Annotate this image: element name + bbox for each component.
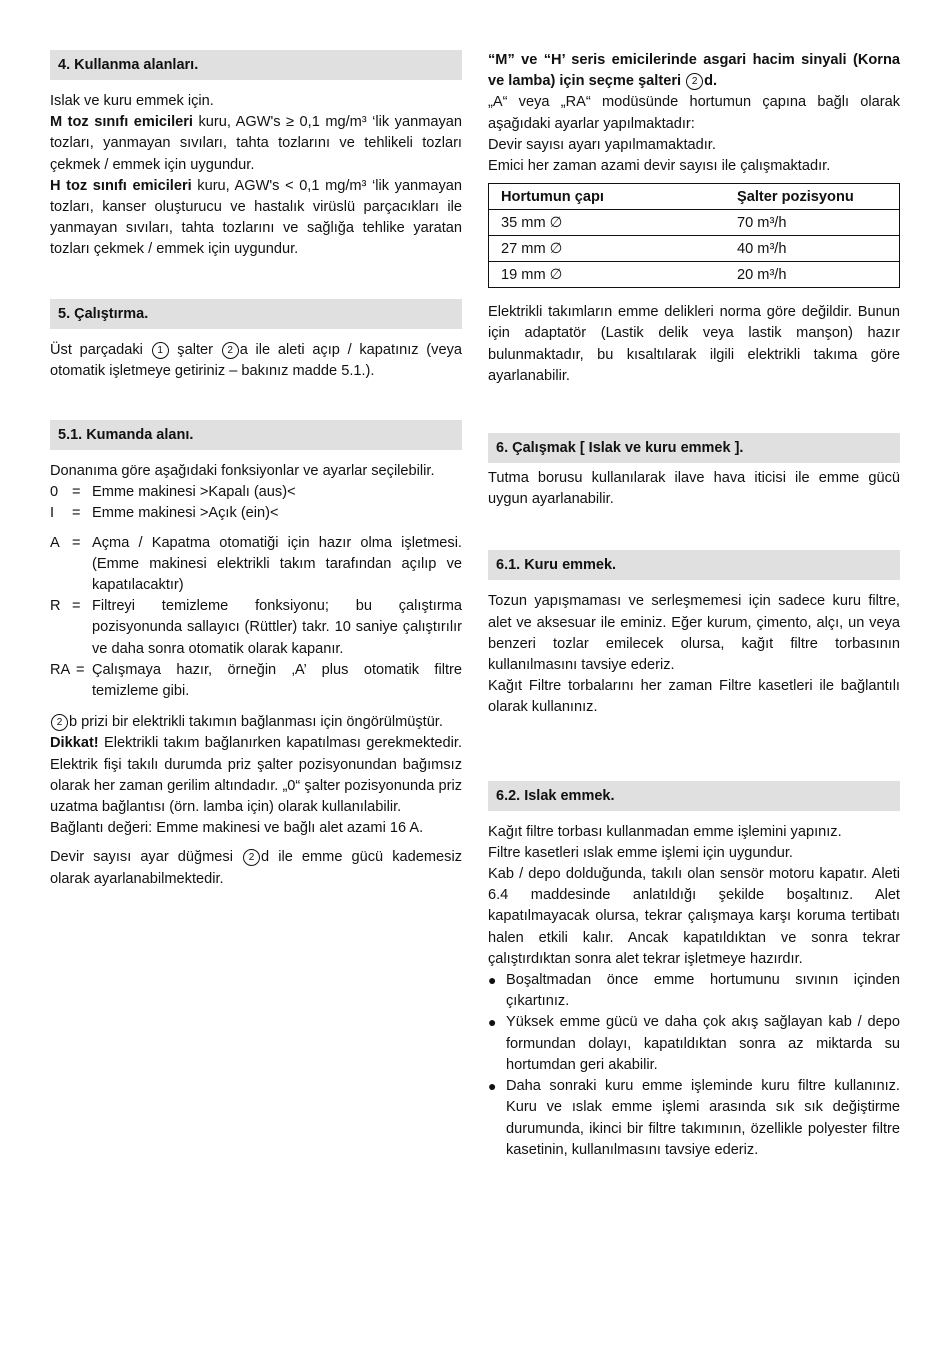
s5-text-a: Üst parçadaki xyxy=(50,341,151,358)
s5-text-b: şalter xyxy=(169,341,221,358)
s5-text xyxy=(50,340,462,382)
section-6-2-heading: 6.2. Islak emmek. xyxy=(488,781,900,811)
table-cell-diameter: 27 mm ∅ xyxy=(489,236,726,262)
warning-body: Elektrikli takım bağlanırken kapatılması gerekmektedir. Elektrik fişi takılı durumda priz şalter pozisyonundan bağımsız olarak her zaman gerilim altındadır. „0“ şalter pozisyonunda priz uzatma bağlantısı (örn. lamba için) olarak kullanılabilir. xyxy=(50,735,462,816)
signal-title-a: “M” ve “H’ seris emicilerinde asgari hacim sinyali (Korna ve lamba) için seçme şalteri xyxy=(488,52,900,90)
signal-p1: „A“ veya „RA“ modüsünde hortumun çapına bağlı olarak aşağıdaki ayarlar yapılmaktadır: xyxy=(488,94,900,132)
table-cell-switch: 20 m³/h xyxy=(737,266,787,283)
function-text: Emme makinesi >Kapalı (aus)< xyxy=(92,484,296,501)
right-column xyxy=(488,50,900,1161)
function-text: Emme makinesi >Açık (ein)< xyxy=(92,505,279,522)
function-text: Açma / Kapatma otomatiği için hazır olma işletmesi. (Emme makinesi elektrikli takım tarafından açılıp ve kapatılacaktır) xyxy=(92,534,462,594)
function-row: R = Filtreyi temizleme fonksiyonu; bu çalıştırma pozisyonunda sallayıcı (Rüttler) takr. 10 saniye çalıştırılır ve daha sonra otomatik olarak kapanır. xyxy=(50,596,462,660)
table-row xyxy=(489,236,900,262)
speed-text xyxy=(50,847,462,889)
bullet-item xyxy=(488,1012,900,1076)
function-row: I = Emme makinesi >Açık (ein)< xyxy=(50,503,462,524)
signal-p3: Emici her zaman azami devir sayısı ile çalışmaktadır. xyxy=(488,158,831,175)
bullet-text: Boşaltmadan önce emme hortumunu sıvının içinden çıkartınız. xyxy=(506,972,900,1010)
s6-text: Tutma borusu kullanılarak ilave hava iticisi ile emme gücü uygun ayarlanabilir. xyxy=(488,470,900,508)
bullet-icon: ● xyxy=(488,1014,497,1031)
s61-p2: Kağıt Filtre torbalarını her zaman Filtre kasetleri ile bağlantılı olarak kullanınız. xyxy=(488,678,900,716)
function-text: Filtreyi temizleme fonksiyonu; bu çalıştırma pozisyonunda sallayıcı (Rüttler) takr. 10 saniye çalıştırılır ve daha sonra otomatik olarak kapanır. xyxy=(92,598,462,657)
s62-p3: Kab / depo dolduğunda, takılı olan sensör motoru kapatır. Aleti 6.4 maddesinde anlatıldığı şekilde boşaltınız. Alet kapatılmayacak olursa, tekrar çalışmaya karşı koruma tertibatı halen etkili kalır. Ancak kapatıldıktan ve sonra tekrar çalıştırdıktan sonra alet tekrar işletmeye hazırdır. xyxy=(488,866,900,967)
section-4-heading: 4. Kullanma alanları. xyxy=(50,50,462,80)
h-class-label: H toz sınıfı emicileri xyxy=(50,177,192,194)
s5-text-c: a ile aleti açıp / kapatınız (veya otomatik işletmeye getiriniz – bakınız madde 5.1.). xyxy=(50,341,462,379)
table-cell-switch: 70 m³/h xyxy=(725,210,900,236)
table-header-row xyxy=(489,184,900,210)
s61-p1: Tozun yapışmaması ve serleşmemesi için sadece kuru filtre, alet ve aksesuar ile eminiz. Eğer kurum, çimento, alçı, un veya benzeri tozlar emilecek olursa, kağıt filtre torbasının kullanılmasını tavsiye ederiz. xyxy=(488,593,900,674)
function-row: 0 = Emme makinesi >Kapalı (aus)< xyxy=(50,482,462,503)
left-column xyxy=(50,50,462,890)
function-key: A xyxy=(50,534,60,551)
s51-intro: Donanıma göre aşağıdaki fonksiyonlar ve ayarlar seçilebilir. xyxy=(50,463,435,480)
s4-h-class xyxy=(50,176,462,261)
warning-text xyxy=(50,733,462,818)
h-class-text: kuru, AGW's < 0,1 mg/m³ ‘lik yanmayan tozları, kanser oluşturucu ve hastalık virüslü parçacıkları ile yanmayan sıvıları, tahta tozlarını ve sağlığa tehlike yaratan tozları çekmek / emmek için uygundur. xyxy=(50,177,462,258)
bullet-item xyxy=(488,970,900,1012)
warning-label: Dikkat! xyxy=(50,735,99,752)
function-key: RA xyxy=(50,661,71,678)
s62-p2: Filtre kasetleri ıslak emme işlemi için uygundur. xyxy=(488,844,793,861)
hose-diameter-table xyxy=(488,183,900,288)
table-row xyxy=(489,262,900,288)
table-header-switch: Şalter pozisyonu xyxy=(725,184,900,210)
function-row: A = Açma / Kapatma otomatiği için hazır olma işletmesi. (Emme makinesi elektrikli takım tarafından açılıp ve kapatılacaktır) xyxy=(50,533,462,597)
circled-number-2: 2 xyxy=(222,342,239,359)
table-cell-switch: 40 m³/h xyxy=(725,236,900,262)
s62-p1: Kağıt filtre torbası kullanmadan emme işlemini yapınız. xyxy=(488,823,842,840)
circled-number-1: 1 xyxy=(152,342,169,359)
socket-text xyxy=(50,712,462,733)
function-text: Çalışmaya hazır, örneğin ‚A’ plus otomatik filtre temizleme gibi. xyxy=(92,661,462,700)
circled-number-2: 2 xyxy=(51,714,68,731)
bullet-text: Daha sonraki kuru emme işleminde kuru filtre kullanınız. Kuru ve ıslak emme işlemi arasında sık sık değiştirme durumunda, ikinci bir filtre takımının, özellikle polyester filtre kasetinin, kullanılmasını tavsiye ederiz. xyxy=(506,1078,900,1158)
bullet-icon: ● xyxy=(488,972,497,989)
s4-intro: Islak ve kuru emmek için. xyxy=(50,93,214,109)
s4-m-class xyxy=(50,112,462,176)
table-cell-diameter: 35 mm ∅ xyxy=(489,210,726,236)
function-key: I xyxy=(50,505,55,522)
function-key: R xyxy=(50,598,61,615)
m-class-text: kuru, AGW's ≥ 0,1 mg/m³ ‘lik yanmayan tozları, yanmayan sıvıları, tahta tozlarını ve tehlikeli tozları çekmek / emmek için uygundur. xyxy=(50,114,462,173)
section-6-1-heading: 6.1. Kuru emmek. xyxy=(488,550,900,580)
speed-text-a: Devir sayısı ayar düğmesi xyxy=(50,849,243,866)
table-cell-diameter: 19 mm ∅ xyxy=(501,267,563,284)
bullet-text: Yüksek emme gücü ve daha çok akış sağlayan kab / depo formundan dolayı, kapatıldıktan sonra az miktarda su hortumdan geri akabilir. xyxy=(506,1014,900,1073)
socket-text-body: b prizi bir elektrikli takımın bağlanması için öngörülmüştür. xyxy=(69,714,443,731)
signal-title xyxy=(488,50,900,92)
section-5-1-heading: 5.1. Kumanda alanı. xyxy=(50,420,462,450)
signal-title-b: d. xyxy=(704,73,718,90)
m-class-label: M toz sınıfı emicileri xyxy=(50,114,193,131)
signal-p2: Devir sayısı ayarı yapılmamaktadır. xyxy=(488,136,716,153)
bullet-icon: ● xyxy=(488,1078,497,1095)
function-row: RA = Çalışmaya hazır, örneğin ‚A’ plus otomatik filtre temizleme gibi. xyxy=(50,660,462,702)
adapter-text: Elektrikli takımların emme delikleri norma göre değildir. Bunun için adaptatör (Lastik delik veya lastik manşon) hazır bulunmaktadır, bu kısaltılarak ilgili elektrikli takıma göre ayarlanabilir. xyxy=(488,304,900,384)
rating-text: Bağlantı değeri: Emme makinesi ve bağlı alet azami 16 A. xyxy=(50,820,424,837)
section-6-heading: 6. Çalışmak [ Islak ve kuru emmek ]. xyxy=(488,433,900,463)
section-5-heading: 5. Çalıştırma. xyxy=(50,299,462,329)
table-header-diameter: Hortumun çapı xyxy=(489,184,726,210)
speed-text-b: d ile emme gücü kademesiz olarak ayarlanabilmektedir. xyxy=(50,849,462,887)
bullet-item xyxy=(488,1076,900,1161)
circled-number-2: 2 xyxy=(686,73,703,90)
function-key: 0 xyxy=(50,484,59,501)
table-row xyxy=(489,210,900,236)
circled-number-2: 2 xyxy=(243,849,260,866)
